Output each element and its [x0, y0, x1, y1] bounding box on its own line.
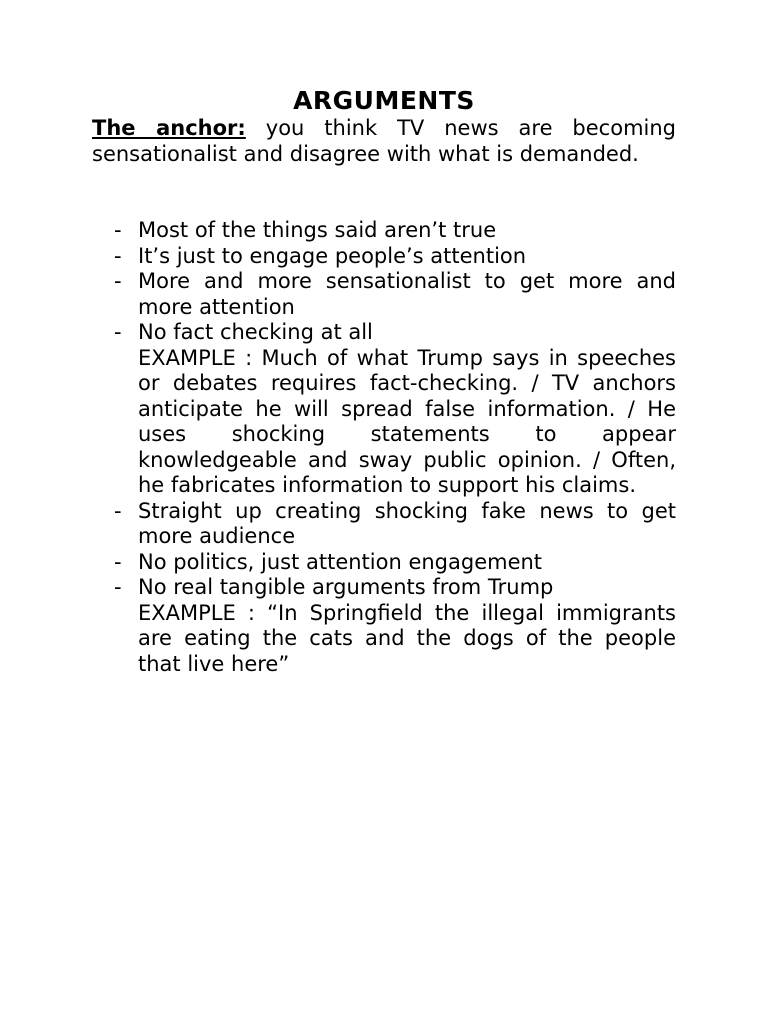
arguments-list: [92, 218, 676, 677]
argument-text: It’s just to engage people’s attention: [138, 243, 527, 268]
list-item: [92, 218, 676, 244]
document-body: [92, 86, 676, 677]
intro-label: The anchor:: [92, 116, 246, 140]
document-title: ARGUMENTS: [293, 86, 475, 115]
argument-text: No politics, just attention engagement: [138, 549, 543, 574]
bullet-dash: -: [114, 243, 122, 268]
argument-text: More and more sensationalist to get more and more attention: [138, 269, 676, 319]
argument-text: No real tangible arguments from Trump: [138, 575, 554, 599]
list-item: [92, 269, 676, 320]
bullet-dash: -: [114, 269, 122, 293]
argument-text: Straight up creating shocking fake news to get more audience: [138, 498, 676, 548]
list-item: [92, 550, 676, 576]
bullet-dash: -: [114, 549, 122, 574]
list-item: [92, 499, 676, 550]
bullet-dash: -: [114, 498, 122, 523]
blank-space: [92, 167, 676, 218]
argument-text: Most of the things said aren’t true: [138, 218, 497, 242]
example-paragraph: EXAMPLE : Much of what Trump says in speeches or debates requires fact-checking. / TV anchors anticipate he will spread false information. / He uses shocking statements to appear knowledgeable and sway public opinion. / Often, he fabricates information to support his claims.: [138, 345, 676, 497]
intro-paragraph: [92, 116, 676, 167]
bullet-dash: -: [114, 575, 122, 599]
bullet-dash: -: [114, 218, 122, 242]
list-item: [92, 575, 676, 601]
argument-text: No fact checking at all: [138, 320, 373, 344]
bullet-dash: -: [114, 320, 122, 344]
list-item: [92, 320, 676, 346]
list-item: [92, 244, 676, 270]
intro-text: you think TV news are becoming sensationalist and disagree with what is demanded.: [92, 116, 677, 166]
example-paragraph: EXAMPLE : “In Springfield the illegal immigrants are eating the cats and the dogs of the people that live here”: [138, 600, 676, 676]
